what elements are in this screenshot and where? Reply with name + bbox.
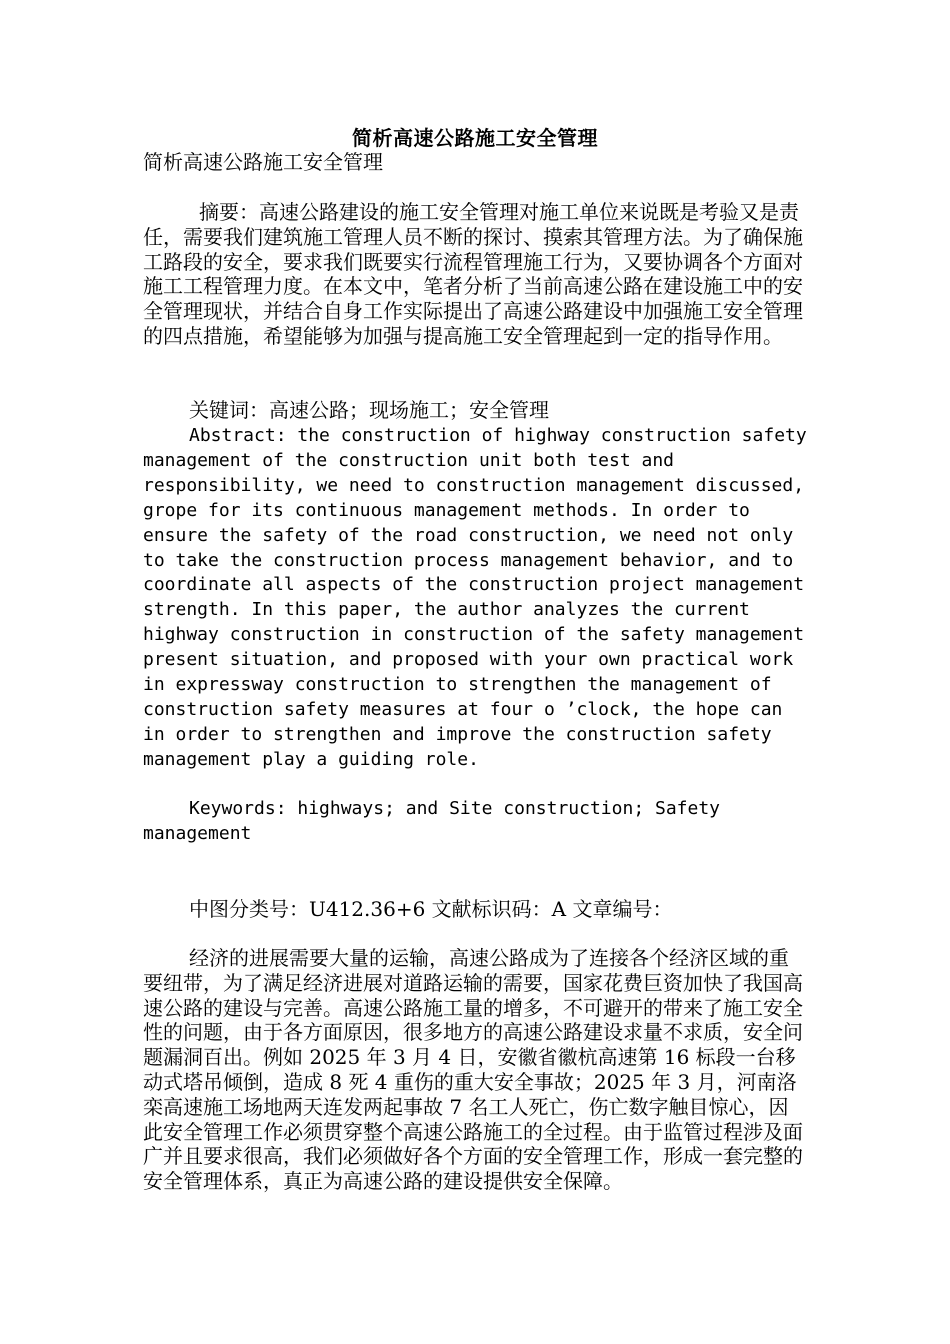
keywords-english: Keywords: highways; and Site construction; Safety management	[143, 798, 721, 844]
keywords-chinese: 关键词：高速公路；现场施工；安全管理	[189, 398, 549, 422]
document-title: 简析高速公路施工安全管理	[352, 126, 598, 150]
document-subtitle: 简析高速公路施工安全管理	[143, 150, 383, 174]
abstract-chinese: 摘要：高速公路建设的施工安全管理对施工单位来说既是考验又是责任，需要我们建筑施工管理人员不断的探讨、摸索其管理方法。为了确保施工路段的安全，要求我们既要实行流程管理施工行为，又要协调各个方面对施工工程管理力度。在本文中，笔者分析了当前高速公路在建设施工中的安全管理现状，并结合自身工作实际提出了高速公路建设中加强施工安全管理的四点措施，希望能够为加强与提高施工安全管理起到一定的指导作用。	[143, 200, 803, 348]
body-paragraph: 经济的进展需要大量的运输，高速公路成为了连接各个经济区域的重要纽带，为了满足经济进展对道路运输的需要，国家花费巨资加快了我国高速公路的建设与完善。高速公路施工量的增多，不可避开的带来了施工安全性的问题，由于各方面原因，很多地方的高速公路建设求量不求质，安全问题漏洞百出。例如 2025 年 3 月 4 日，安徽省徽杭高速第 16 标段一台移动式塔吊倾倒，造成 8 死 4 重伤的重大安全事故；2025 年 3 月，河南洛栾高速施工场地两天连发两起事故 7 名工人死亡，伤亡数字触目惊心，因此安全管理工作必须贯穿整个高速公路施工的全过程。由于监管过程涉及面广并且要求很高，我们必须做好各个方面的安全管理工作，形成一套完整的安全管理体系，真正为高速公路的建设提供安全保障。	[143, 946, 803, 1194]
abstract-english: Abstract: the construction of highway construction safety management of the construction unit both test and responsibility, we need to construction management discussed, grope for its continuous management methods. In order to ensure the safety of the road construction, we need not only to take the construction process management behavior, and to coordinate all aspects of the construction project management strength. In this paper, the author analyzes the current highway construction in construction of the safety management present situation, and proposed with your own practical work in expressway construction to strengthen the management of construction safety measures at four o ’clock, the hope can in order to strengthen and improve the construction safety management play a guiding role.	[143, 425, 807, 770]
classification-line: 中图分类号：U412.36+6 文献标识码：A 文章编号：	[189, 897, 673, 921]
